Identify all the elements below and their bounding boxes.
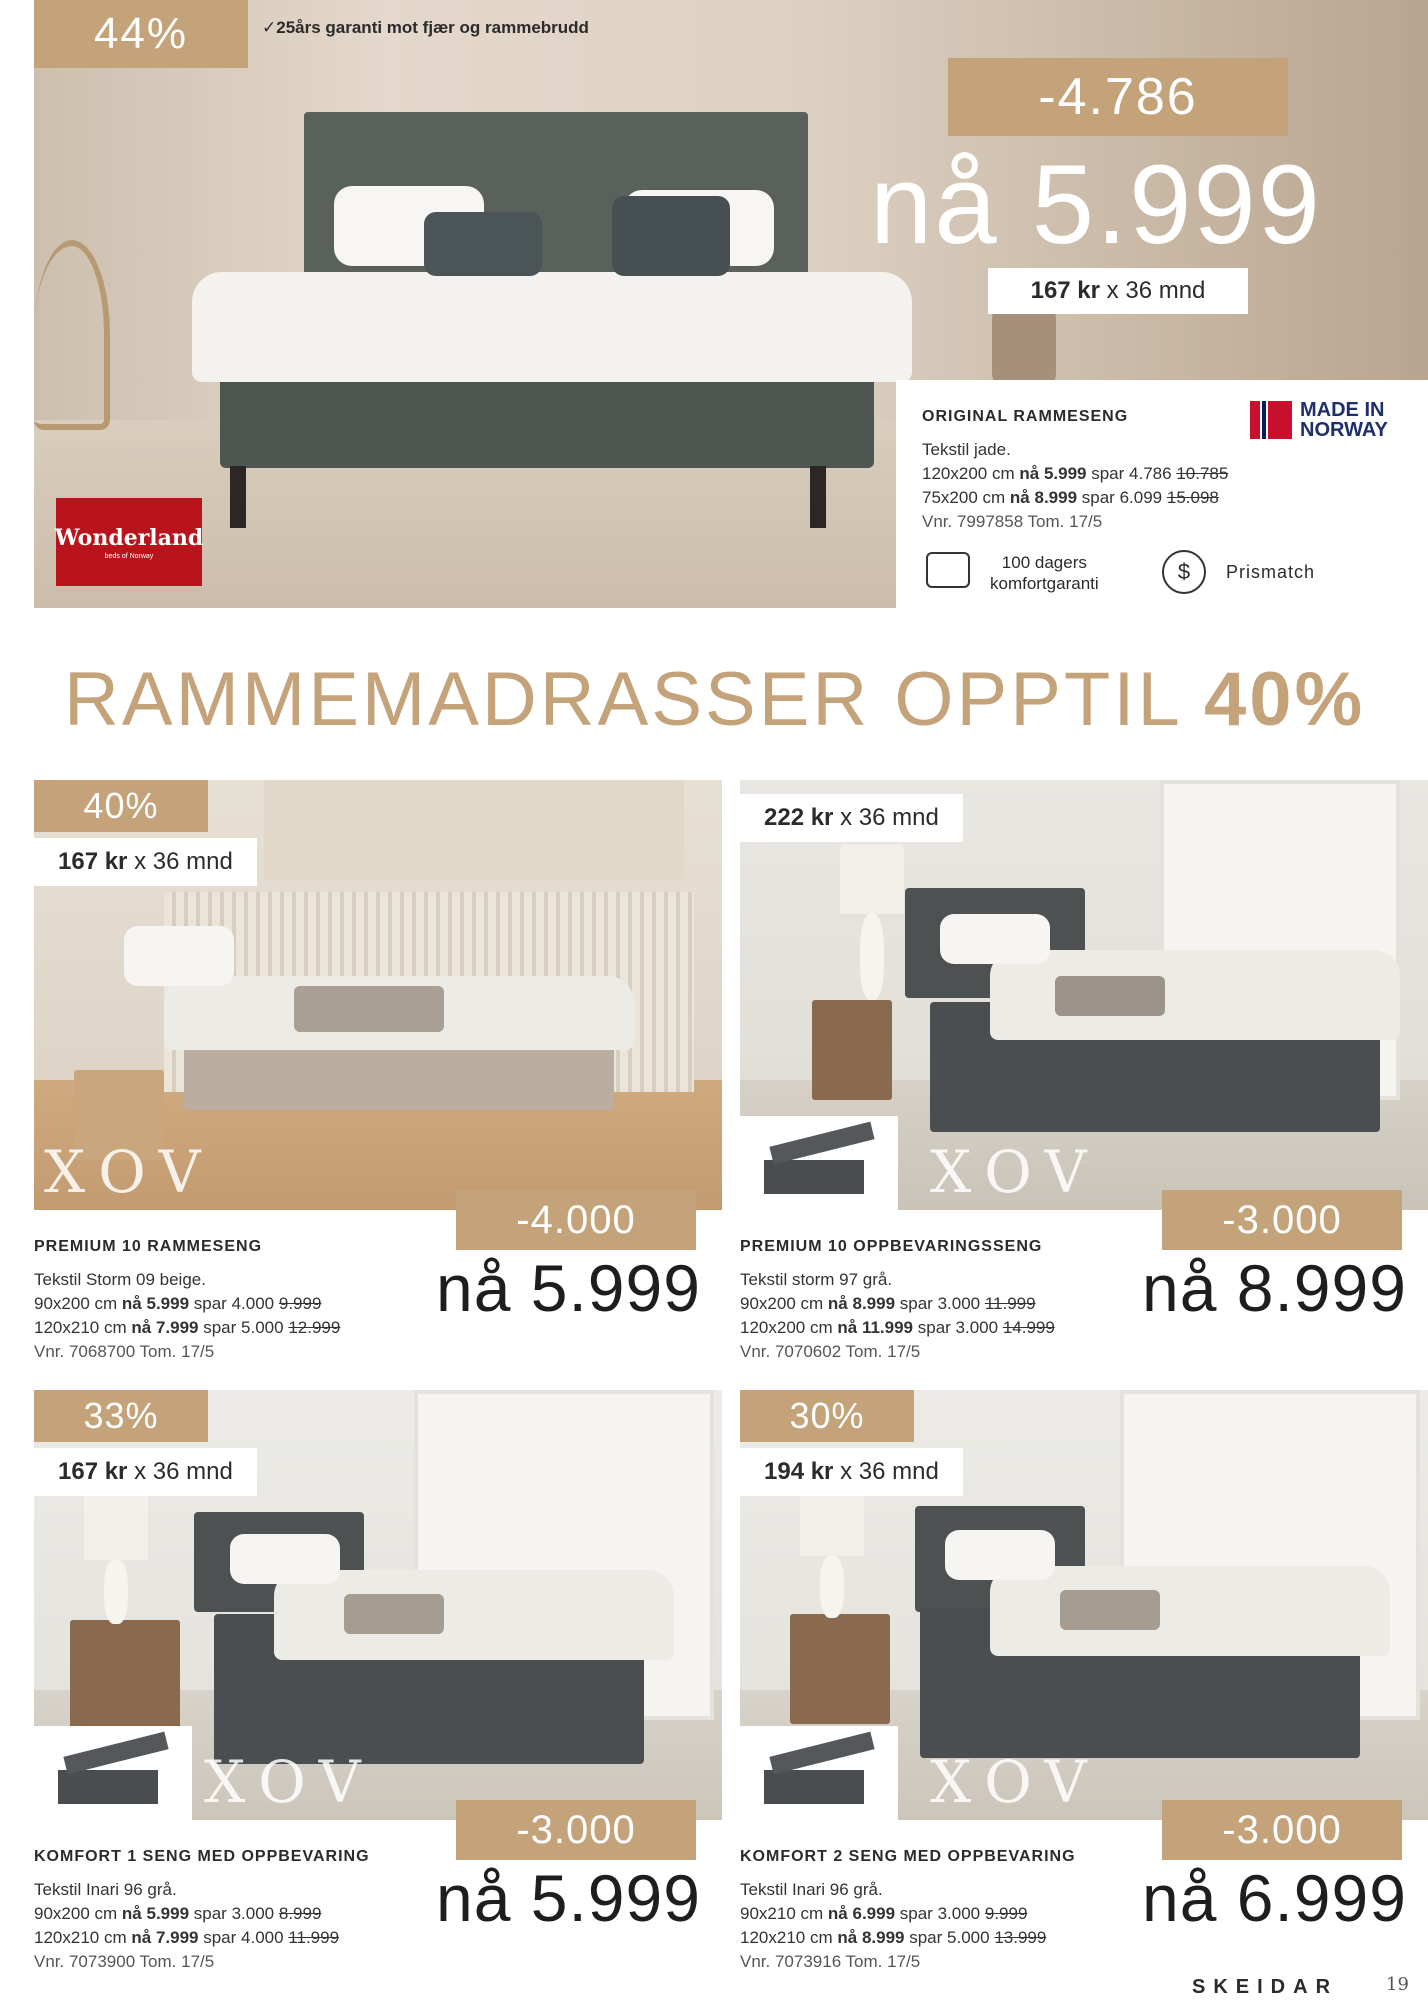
monthly-amount: 194 kr xyxy=(764,1458,834,1485)
monthly-amount: 167 kr xyxy=(58,1458,128,1485)
hero-vnr: Vnr. 7997858 Tom. 17/5 xyxy=(922,512,1103,531)
product-title: KOMFORT 1 SENG MED OPPBEVARING xyxy=(34,1848,370,1865)
monthly-term: x 36 mnd xyxy=(134,1458,233,1485)
variant-now: 7.999 xyxy=(155,1928,199,1947)
made-in-text xyxy=(1300,400,1388,440)
norway-flag-icon xyxy=(1250,401,1292,439)
made-in-norway-badge xyxy=(1250,400,1388,440)
page-number: 19 xyxy=(1386,1974,1409,1995)
variant-save: 3.000 xyxy=(231,1904,275,1923)
variant-now-label: nå xyxy=(837,1928,858,1947)
product-monthly-payment xyxy=(34,838,257,886)
product-discount-amount: -3.000 xyxy=(1162,1190,1402,1250)
variant-now: 7.999 xyxy=(155,1318,199,1337)
product-title: PREMIUM 10 RAMMESENG xyxy=(34,1238,263,1255)
variant-now: 8.999 xyxy=(861,1928,905,1947)
monthly-term: x 36 mnd xyxy=(840,1458,939,1485)
monthly-amount: 167 kr xyxy=(58,848,128,875)
product-variant-row xyxy=(34,1294,321,1314)
variant-now: 8.999 xyxy=(852,1294,896,1313)
xov-logo: XOV xyxy=(930,1748,1101,1816)
product-variant-row xyxy=(740,1294,1036,1314)
monthly-term: x 36 mnd xyxy=(134,848,233,875)
product-vnr: Vnr. 7073900 Tom. 17/5 xyxy=(34,1952,215,1971)
variant-now: 5.999 xyxy=(146,1294,190,1313)
variant-save-label: spar xyxy=(917,1318,951,1337)
heading-percent: 40% xyxy=(1204,657,1366,742)
variant-size: 75x200 cm xyxy=(922,488,1006,507)
product-price: nå 8.999 xyxy=(1142,1251,1407,1325)
product-variant-row xyxy=(740,1928,1046,1948)
cushion xyxy=(424,212,542,276)
variant-save: 5.000 xyxy=(241,1318,284,1337)
product-fabric: Tekstil Storm 09 beige. xyxy=(34,1270,206,1289)
variant-save-label: spar xyxy=(899,1294,933,1313)
variant-old-price: 13.999 xyxy=(994,1928,1047,1947)
rattan-chair xyxy=(34,240,110,430)
hero-monthly-payment xyxy=(988,268,1248,314)
xov-logo: XOV xyxy=(44,1138,215,1206)
variant-size: 90x200 cm xyxy=(34,1904,118,1923)
variant-old-price: 11.999 xyxy=(984,1294,1036,1313)
made-in-line1: MADE IN xyxy=(1300,399,1385,421)
product-discount-badge: 40% xyxy=(34,780,208,832)
variant-old-price: 15.098 xyxy=(1166,488,1219,507)
prismatch-label: Prismatch xyxy=(1226,562,1316,582)
hero-price: nå 5.999 xyxy=(870,142,1322,267)
variant-save-label: spar xyxy=(909,1928,943,1947)
monthly-amount: 167 kr xyxy=(1030,277,1100,304)
guarantee-text: ✓25års garanti mot fjær og rammebrudd xyxy=(262,18,589,37)
xov-logo: XOV xyxy=(204,1748,375,1816)
variant-now-label: nå xyxy=(121,1294,142,1313)
product-discount-badge: 33% xyxy=(34,1390,208,1442)
variant-save-label: spar xyxy=(899,1904,933,1923)
product-price: nå 6.999 xyxy=(1142,1861,1407,1935)
product-price: nå 5.999 xyxy=(436,1251,701,1325)
variant-now: 5.999 xyxy=(146,1904,190,1923)
product-vnr: Vnr. 7070602 Tom. 17/5 xyxy=(740,1342,921,1361)
variant-now: 5.999 xyxy=(1043,464,1087,483)
variant-save-label: spar xyxy=(1081,488,1115,507)
bed-leg xyxy=(230,466,246,528)
bed-duvet xyxy=(192,272,912,382)
xov-logo: XOV xyxy=(930,1138,1101,1206)
variant-now-label: nå xyxy=(827,1294,848,1313)
wonderland-logo xyxy=(56,498,202,586)
hero-discount-amount: -4.786 xyxy=(948,58,1288,136)
hero-product-title: ORIGINAL RAMMESENG xyxy=(922,408,1129,425)
variant-old-price: 8.999 xyxy=(278,1904,322,1923)
product-discount-amount: -3.000 xyxy=(456,1800,696,1860)
product-title: KOMFORT 2 SENG MED OPPBEVARING xyxy=(740,1848,1076,1865)
variant-size: 120x210 cm xyxy=(740,1928,833,1947)
variant-size: 90x200 cm xyxy=(34,1294,118,1313)
variant-now: 6.999 xyxy=(852,1904,896,1923)
variant-now-label: nå xyxy=(131,1318,152,1337)
product-vnr: Vnr. 7073916 Tom. 17/5 xyxy=(740,1952,921,1971)
pillow-icon xyxy=(926,552,970,588)
product-fabric: Tekstil Inari 96 grå. xyxy=(740,1880,883,1899)
bed-leg xyxy=(810,466,826,528)
variant-now-label: nå xyxy=(121,1904,142,1923)
section-heading xyxy=(64,656,1365,743)
variant-save: 3.000 xyxy=(937,1904,981,1923)
variant-now-label: nå xyxy=(837,1318,858,1337)
made-in-line2: NORWAY xyxy=(1300,419,1388,441)
variant-save: 5.000 xyxy=(947,1928,990,1947)
variant-size: 120x210 cm xyxy=(34,1318,127,1337)
comfort-line1: 100 dagers xyxy=(1001,553,1087,572)
storage-bed-icon xyxy=(34,1726,192,1820)
hero-fabric: Tekstil jade. xyxy=(922,440,1011,459)
variant-save-label: spar xyxy=(203,1928,237,1947)
product-variant-row xyxy=(34,1904,321,1924)
variant-old-price: 12.999 xyxy=(288,1318,341,1337)
product-title: PREMIUM 10 OPPBEVARINGSSENG xyxy=(740,1238,1043,1255)
variant-old-price: 14.999 xyxy=(1002,1318,1055,1337)
variant-save: 3.000 xyxy=(937,1294,981,1313)
variant-now-label: nå xyxy=(131,1928,152,1947)
cushion xyxy=(612,196,730,276)
variant-save: 6.099 xyxy=(1119,488,1163,507)
product-monthly-payment xyxy=(740,794,963,842)
variant-save: 3.000 xyxy=(955,1318,999,1337)
variant-now-label: nå xyxy=(1009,488,1030,507)
variant-old-price: 9.999 xyxy=(984,1904,1028,1923)
product-vnr: Vnr. 7068700 Tom. 17/5 xyxy=(34,1342,215,1361)
variant-size: 120x200 cm xyxy=(922,464,1015,483)
product-variant-row xyxy=(740,1318,1055,1338)
monthly-term: x 36 mnd xyxy=(840,804,939,831)
coins-icon: $ xyxy=(1162,550,1206,594)
variant-now-label: nå xyxy=(1019,464,1040,483)
monthly-amount: 222 kr xyxy=(764,804,834,831)
variant-old-price: 9.999 xyxy=(278,1294,322,1313)
monthly-term: x 36 mnd xyxy=(1106,277,1206,304)
product-price: nå 5.999 xyxy=(436,1861,701,1935)
comfort-guarantee xyxy=(990,552,1099,594)
comfort-line2: komfortgaranti xyxy=(990,574,1099,593)
hero-variant-row xyxy=(922,464,1228,484)
wonderland-logo-sub: beds of Norway xyxy=(104,552,154,560)
variant-now: 8.999 xyxy=(1034,488,1078,507)
skeidar-logo: SKEIDAR xyxy=(1192,1976,1339,1998)
hero-variant-row xyxy=(922,488,1219,508)
wonderland-logo-name: Wonderland xyxy=(54,524,204,551)
product-fabric: Tekstil storm 97 grå. xyxy=(740,1270,893,1289)
storage-bed-icon xyxy=(740,1726,898,1820)
variant-save: 4.000 xyxy=(241,1928,284,1947)
product-variant-row xyxy=(740,1904,1027,1924)
variant-save: 4.000 xyxy=(231,1294,275,1313)
variant-save-label: spar xyxy=(203,1318,237,1337)
hero-discount-badge: 44% xyxy=(34,0,248,68)
variant-now-label: nå xyxy=(827,1904,848,1923)
variant-save-label: spar xyxy=(193,1294,227,1313)
storage-bed-icon xyxy=(740,1116,898,1210)
product-variant-row xyxy=(34,1318,340,1338)
product-monthly-payment xyxy=(740,1448,963,1496)
product-discount-badge: 30% xyxy=(740,1390,914,1442)
product-discount-amount: -4.000 xyxy=(456,1190,696,1250)
product-fabric: Tekstil Inari 96 grå. xyxy=(34,1880,177,1899)
product-monthly-payment xyxy=(34,1448,257,1496)
heading-text: RAMMEMADRASSER OPPTIL xyxy=(64,657,1180,742)
variant-save-label: spar xyxy=(193,1904,227,1923)
variant-size: 120x210 cm xyxy=(34,1928,127,1947)
variant-save-label: spar xyxy=(1091,464,1125,483)
variant-size: 90x200 cm xyxy=(740,1294,824,1313)
variant-old-price: 10.785 xyxy=(1176,464,1229,483)
variant-old-price: 11.999 xyxy=(288,1928,340,1947)
variant-size: 120x200 cm xyxy=(740,1318,833,1337)
product-variant-row xyxy=(34,1928,339,1948)
variant-save: 4.786 xyxy=(1129,464,1172,483)
product-discount-amount: -3.000 xyxy=(1162,1800,1402,1860)
variant-size: 90x210 cm xyxy=(740,1904,824,1923)
variant-now: 11.999 xyxy=(861,1318,913,1337)
product-photo xyxy=(740,780,1428,1210)
